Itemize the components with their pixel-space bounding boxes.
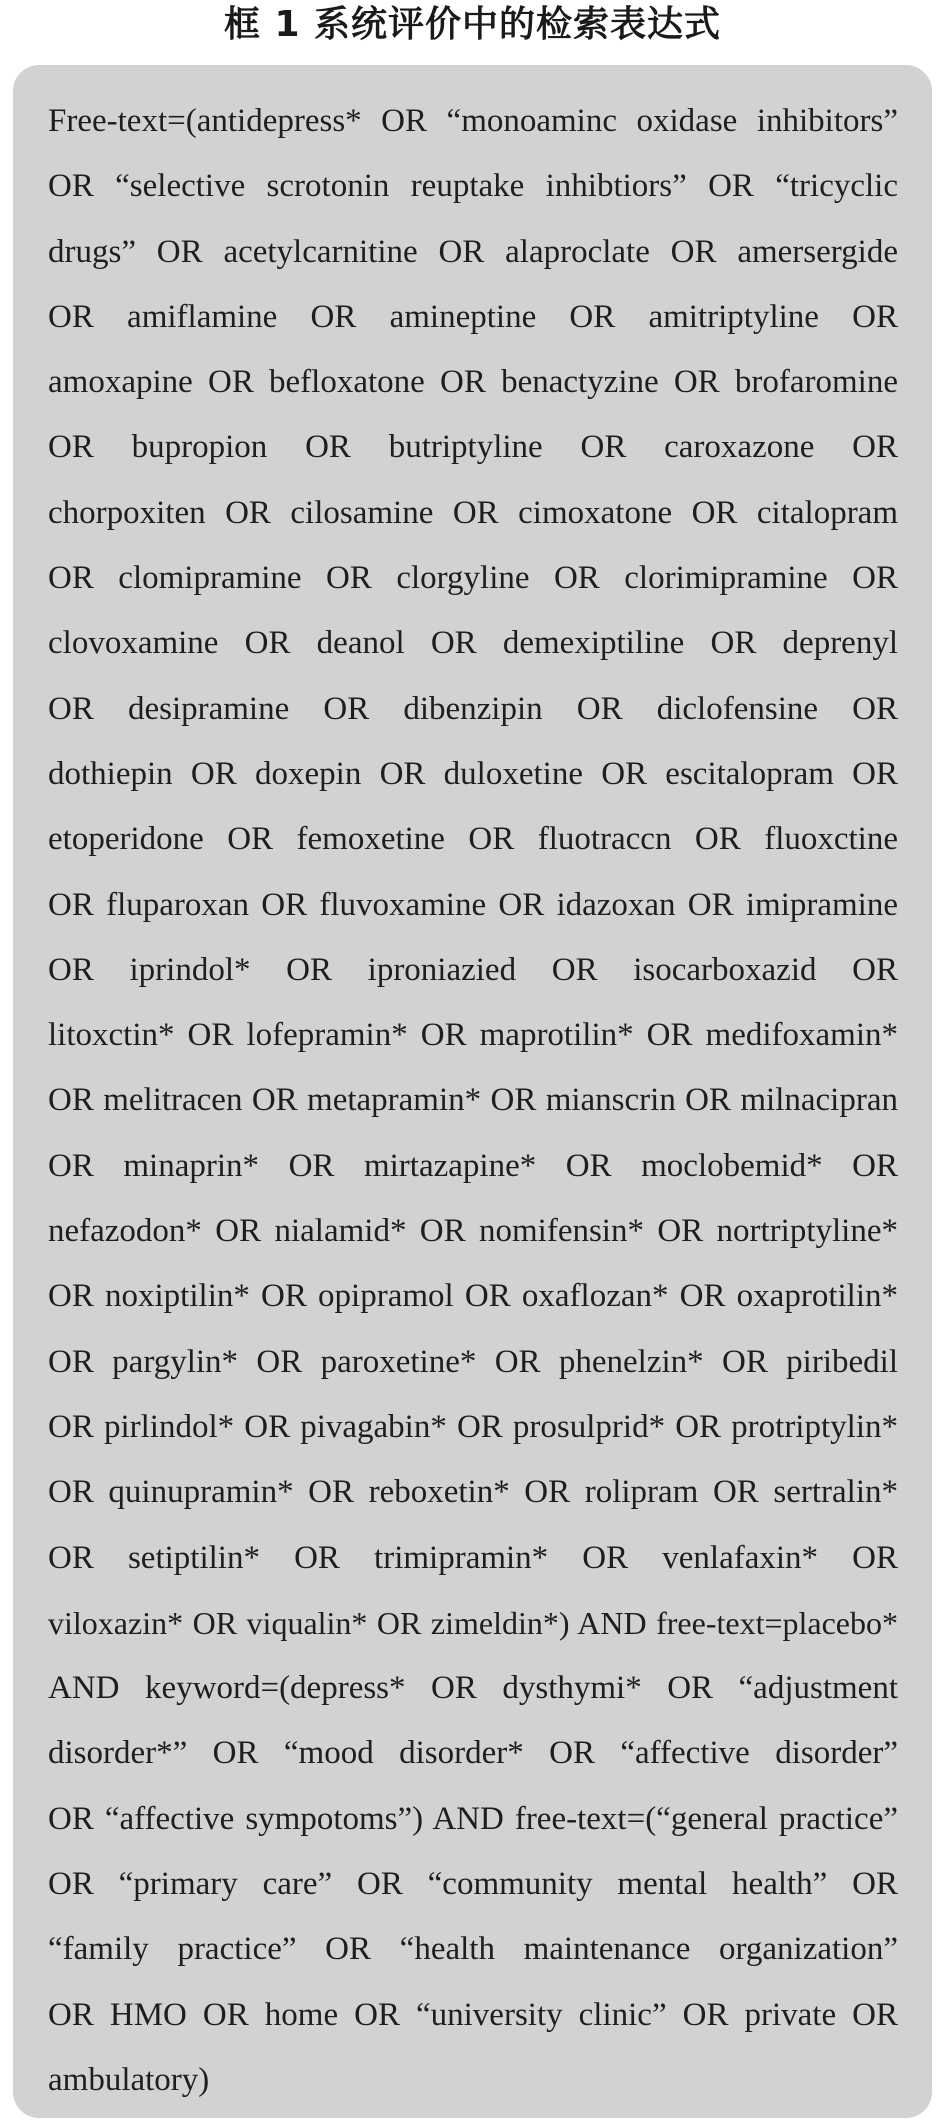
query-line: “family practice” OR “health maintenance organization” (48, 1931, 898, 1968)
query-line: OR clomipramine OR clorgyline OR clorimipramine OR (48, 560, 898, 597)
box-title: 框 1 系统评价中的检索表达式 (223, 4, 722, 45)
query-line: OR minaprin* OR mirtazapine* OR moclobemid* OR (48, 1147, 898, 1184)
query-line: OR “affective sympotoms”) AND free-text=(“general practice” (48, 1800, 898, 1837)
query-line: litoxctin* OR lofepramin* OR maprotilin* OR medifoxamin* (48, 1017, 898, 1054)
query-line: OR melitracen OR metapramin* OR mianscrin OR milnacipran (48, 1082, 898, 1119)
query-line: OR HMO OR home OR “university clinic” OR private OR (48, 1996, 898, 2033)
query-line: chorpoxiten OR cilosamine OR cimoxatone OR citalopram (48, 494, 898, 531)
query-line: OR “selective scrotonin reuptake inhibtiors” OR “tricyclic (48, 168, 898, 205)
query-line: OR amiflamine OR amineptine OR amitriptyline OR (48, 298, 898, 335)
query-line: ambulatory) (48, 2061, 210, 2098)
query-line: clovoxamine OR deanol OR demexiptiline OR deprenyl (48, 625, 898, 662)
query-line: dothiepin OR doxepin OR duloxetine OR escitalopram OR (48, 755, 898, 792)
query-line: OR bupropion OR butriptyline OR caroxazone OR (48, 429, 898, 466)
query-line: amoxapine OR befloxatone OR benactyzine OR brofaromine (48, 364, 898, 401)
query-line: Free-text=(antidepress* OR “monoaminc oxidase inhibitors” (48, 103, 898, 139)
query-line: OR desipramine OR dibenzipin OR diclofensine OR (48, 690, 898, 727)
query-line: drugs” OR acetylcarnitine OR alaproclate OR amersergide (48, 233, 898, 270)
query-line: OR quinupramin* OR reboxetin* OR rolipram OR sertralin* (48, 1474, 898, 1511)
query-line: OR noxiptilin* OR opipramol OR oxaflozan* OR oxaprotilin* (48, 1278, 898, 1315)
query-line: etoperidone OR femoxetine OR fluotraccn OR fluoxctine (48, 821, 898, 858)
query-line: OR “primary care” OR “community mental health” OR (48, 1866, 898, 1903)
query-line: nefazodon* OR nialamid* OR nomifensin* OR nortriptyline* (48, 1213, 898, 1250)
query-line: OR pargylin* OR paroxetine* OR phenelzin* OR piribedil (48, 1343, 898, 1380)
query-line: disorder*” OR “mood disorder* OR “affective disorder” (48, 1735, 898, 1772)
query-line: OR pirlindol* OR pivagabin* OR prosulprid* OR protriptylin* (48, 1408, 898, 1445)
query-line: viloxazin* OR viqualin* OR zimeldin*) AND free-text=placebo* (48, 1604, 898, 1641)
query-line: OR fluparoxan OR fluvoxamine OR idazoxan OR imipramine (48, 886, 898, 923)
query-line: OR iprindol* OR iproniazied OR isocarboxazid OR (48, 951, 898, 988)
query-line: OR setiptilin* OR trimipramin* OR venlafaxin* OR (48, 1539, 898, 1576)
search-query-panel (13, 65, 932, 2118)
query-line: AND keyword=(depress* OR dysthymi* OR “adjustment (48, 1670, 898, 1707)
